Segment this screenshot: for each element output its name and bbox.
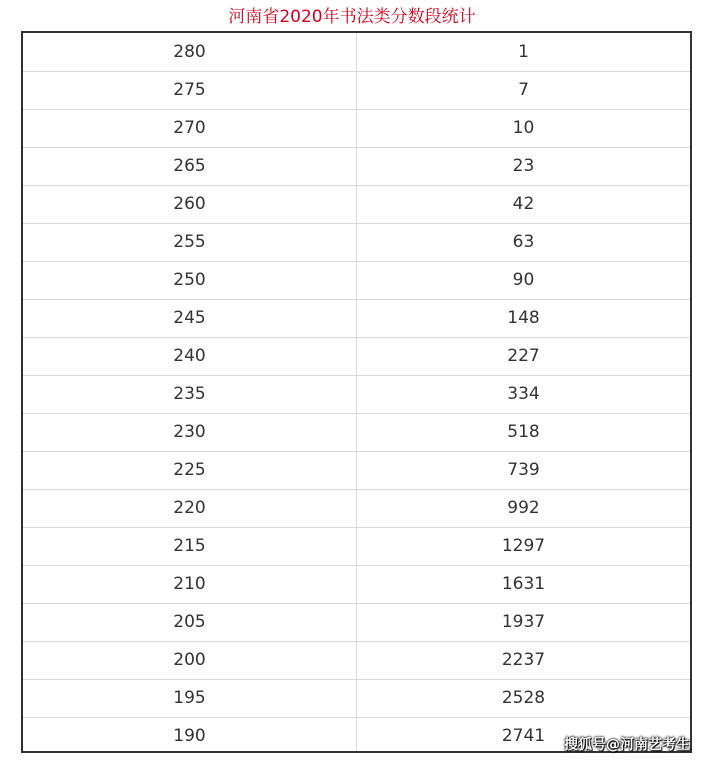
score-cell: 210 (23, 565, 357, 603)
watermark: 搜狐号@河南艺考生 (564, 737, 690, 753)
table-row (23, 679, 690, 717)
page-title: 河南省2020年书法类分数段统计 (228, 7, 476, 27)
table-row (23, 375, 690, 413)
table-row (23, 261, 690, 299)
count-cell: 23 (357, 147, 691, 185)
score-cell: 270 (23, 109, 357, 147)
score-cell: 235 (23, 375, 357, 413)
score-cell: 225 (23, 451, 357, 489)
score-cell: 190 (23, 717, 357, 753)
count-cell: 334 (357, 375, 691, 413)
count-cell: 10 (357, 109, 691, 147)
count-cell: 1937 (357, 603, 691, 641)
score-cell: 230 (23, 413, 357, 451)
count-cell: 739 (357, 451, 691, 489)
score-cell: 280 (23, 33, 357, 71)
count-cell: 518 (357, 413, 691, 451)
table-row (23, 451, 690, 489)
table-row (23, 185, 690, 223)
table-row (23, 223, 690, 261)
table-row (23, 337, 690, 375)
count-cell: 2237 (357, 641, 691, 679)
score-cell: 255 (23, 223, 357, 261)
count-cell: 1631 (357, 565, 691, 603)
score-cell: 275 (23, 71, 357, 109)
score-cell: 260 (23, 185, 357, 223)
count-cell: 2528 (357, 679, 691, 717)
table-row (23, 603, 690, 641)
score-cell: 240 (23, 337, 357, 375)
table-row (23, 299, 690, 337)
score-cell: 195 (23, 679, 357, 717)
count-cell: 227 (357, 337, 691, 375)
score-table-frame (21, 31, 692, 753)
table-row (23, 641, 690, 679)
score-cell: 205 (23, 603, 357, 641)
score-cell: 215 (23, 527, 357, 565)
score-cell: 245 (23, 299, 357, 337)
score-cell: 220 (23, 489, 357, 527)
count-cell: 148 (357, 299, 691, 337)
table-row (23, 109, 690, 147)
score-cell: 265 (23, 147, 357, 185)
table-row (23, 413, 690, 451)
score-distribution-table (23, 33, 690, 753)
count-cell: 1297 (357, 527, 691, 565)
table-row (23, 33, 690, 71)
table-row (23, 527, 690, 565)
count-cell: 63 (357, 223, 691, 261)
table-row (23, 147, 690, 185)
table-body (23, 33, 690, 753)
score-cell: 250 (23, 261, 357, 299)
count-cell: 42 (357, 185, 691, 223)
count-cell: 1 (357, 33, 691, 71)
score-cell: 200 (23, 641, 357, 679)
count-cell: 7 (357, 71, 691, 109)
count-cell: 992 (357, 489, 691, 527)
count-cell: 90 (357, 261, 691, 299)
table-row (23, 489, 690, 527)
table-row (23, 565, 690, 603)
table-row (23, 71, 690, 109)
count-cell: 2741 (501, 726, 546, 747)
